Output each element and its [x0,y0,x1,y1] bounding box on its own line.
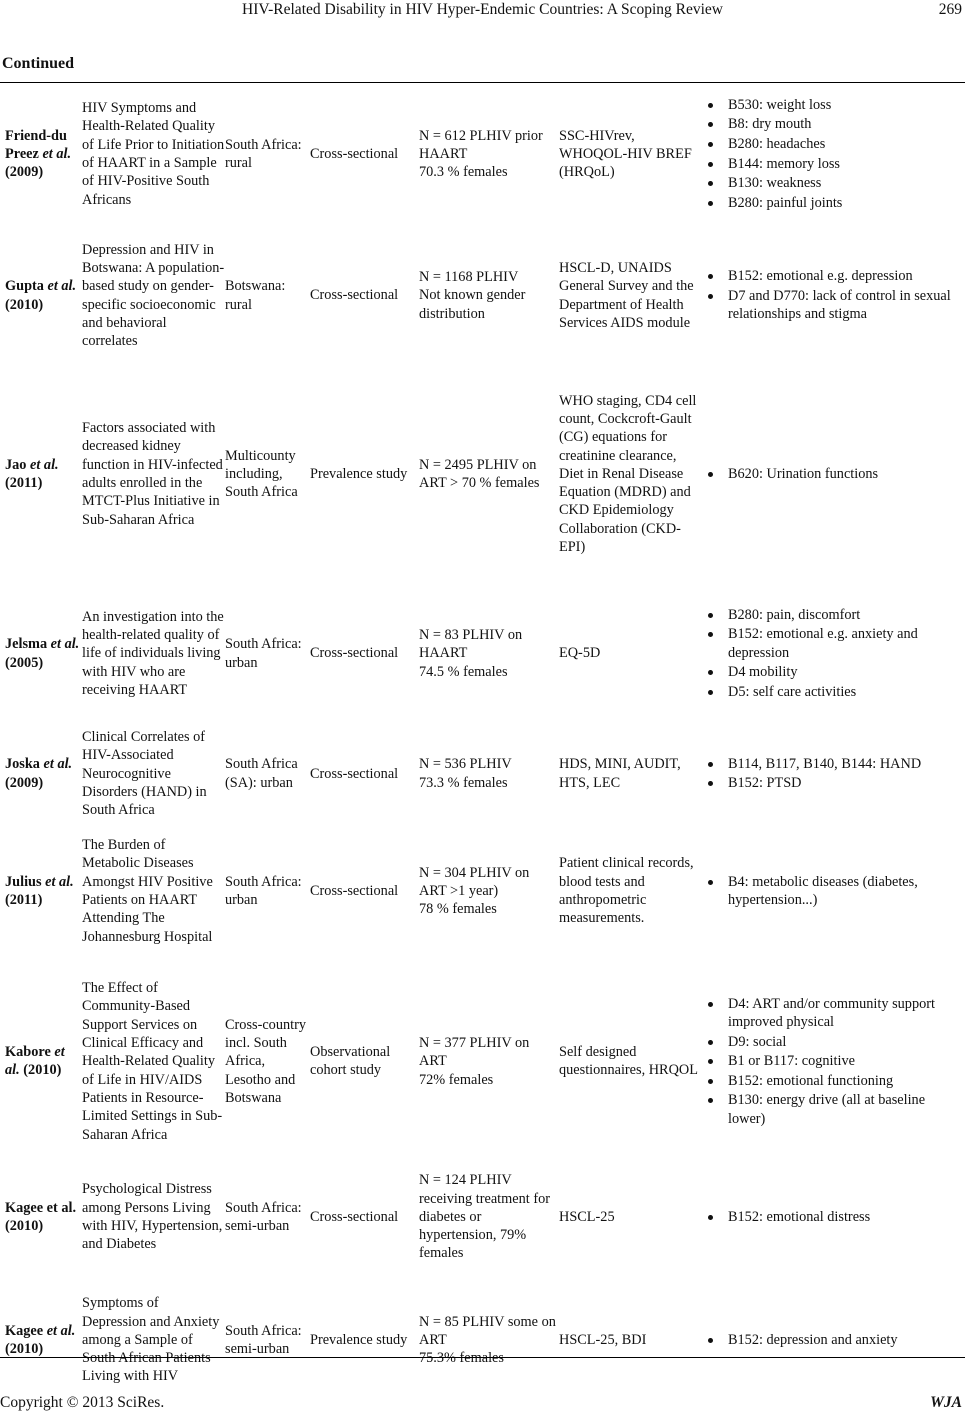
study-year: (2009) [5,164,44,181]
study-sample: N = 612 PLHIV prior HAART 70.3 % females [419,127,543,181]
study-author: Kagee et al. [5,1199,77,1216]
study-measures: EQ-5D [559,645,601,662]
study-etal: et al. [5,1044,65,1079]
icf-code-item: D9: social [701,1033,965,1051]
study-setting: South Africa: semi-urban [225,1199,302,1234]
study-setting: Cross-country incl. South Africa, Lesotho and Botswana [225,1016,307,1106]
icf-code-item: B152: emotional distress [701,1208,965,1226]
icf-code-list [701,267,965,323]
study-design: Prevalence study [310,465,408,482]
table-row [0,821,965,960]
study-icf-codes [701,726,965,821]
table-row [0,581,965,726]
icf-code-item: B152: emotional functioning [701,1072,965,1090]
icf-code-item: B280: painful joints [701,194,965,212]
study-measures: SSC-HIVrev, WHOQOL-HIV BREF (HRQoL) [559,127,692,181]
icf-code-item: B620: Urination functions [701,465,965,483]
table-row [0,84,965,224]
icf-code-item: D4: ART and/or community support improved physical [701,995,965,1032]
study-design: Observational cohort study [310,1044,391,1079]
study-year: (2010) [5,1340,44,1357]
page-number: 269 [938,1,962,18]
study-design: Prevalence study [310,1331,408,1348]
study-citation [0,581,82,726]
study-etal: et al. [46,1322,76,1339]
study-author: Gupta [5,278,44,295]
icf-code-list [701,1208,965,1226]
study-etal: et al. [30,456,59,473]
icf-code-item: D5: self care activities [701,683,965,701]
study-icf-codes [701,960,965,1162]
study-citation [0,84,82,224]
study-year: (2005) [5,654,44,671]
study-author: Kagee [5,1322,44,1339]
table-row [0,726,965,821]
table-bottom-rule [0,1357,965,1358]
icf-code-list [701,995,965,1128]
icf-code-item: B152: depression and anxiety [701,1331,965,1349]
icf-code-item: B280: headaches [701,135,965,153]
study-sample: N = 124 PLHIV receiving treatment for diabetes or hypertension, 79% females [419,1172,550,1262]
study-setting: Multicounty including, South Africa [225,447,298,501]
icf-code-list [701,1331,965,1349]
icf-code-item: B8: dry mouth [701,115,965,133]
icf-code-item: B114, B117, B140, B144: HAND [701,755,965,773]
icf-code-item: B152: emotional e.g. anxiety and depression [701,625,965,662]
icf-code-item: B152: emotional e.g. depression [701,267,965,285]
icf-code-list [701,606,965,701]
table-row [0,224,965,367]
study-icf-codes [701,581,965,726]
study-year: (2011) [5,891,43,908]
table-top-rule [0,82,965,83]
icf-code-item: B280: pain, discomfort [701,606,965,624]
study-setting: Botswana: rural [225,278,286,313]
study-title: An investigation into the health-related quality of life of individuals living with HIV who are receiving HAART [82,608,224,698]
study-etal: et al. [43,756,73,773]
study-sample: N = 377 PLHIV on ART 72% females [419,1035,530,1088]
table-row [0,367,965,581]
study-etal: et al. [45,873,74,890]
study-measures: HSCL-25 [559,1208,615,1225]
study-setting: South Africa: urban [225,873,302,908]
journal-abbrev: WJA [930,1394,962,1411]
study-measures: Self designed questionnaires, HRQOL [559,1044,698,1079]
study-author: Friend-du Preez [5,127,67,162]
study-icf-codes [701,1162,965,1271]
study-icf-codes [701,821,965,960]
study-setting: South Africa: urban [225,636,302,671]
study-design: Cross-sectional [310,287,399,304]
study-title: Clinical Correlates of HIV-Associated Neurocognitive Disorders (HAND) in South Africa [82,729,207,819]
study-title: Psychological Distress among Persons Living with HIV, Hypertension, and Diabetes [82,1181,223,1253]
icf-code-list [701,96,965,212]
study-icf-codes [701,367,965,581]
icf-code-item: B530: weight loss [701,96,965,114]
study-design: Cross-sectional [310,1208,399,1225]
study-icf-codes [701,1271,965,1408]
study-measures: HDS, MINI, AUDIT, HTS, LEC [559,756,681,791]
study-measures: Patient clinical records, blood tests and anthropometric measurements. [559,855,694,927]
study-title: HIV Symptoms and Health-Related Quality of Life Prior to Initiation of HAART in a Sample of HIV-Positive South Africans [82,100,225,208]
study-title: Symptoms of Depression and Anxiety among a Sample of South African Patients Living with HIV [82,1295,220,1385]
study-citation [0,367,82,581]
icf-code-item: B152: PTSD [701,774,965,792]
study-year: (2011) [5,475,43,491]
running-title: HIV-Related Disability in HIV Hyper-Endemic Countries: A Scoping Review [242,1,723,18]
table-row [0,960,965,1162]
study-title: The Burden of Metabolic Diseases Amongst HIV Positive Patients on HAART Attending The Johannesburg Hospital [82,837,213,945]
study-title: Depression and HIV in Botswana: A population-based study on gender-specific socioeconomic and behavioral correlates [82,241,225,350]
study-design: Cross-sectional [310,765,399,782]
study-icf-codes [701,84,965,224]
study-sample: N = 85 PLHIV some on ART 75.3% females [419,1313,556,1367]
study-citation [0,821,82,960]
study-title: Factors associated with decreased kidney function in HIV-infected adults enrolled in the MTCT-Plus Initiative in Sub-Saharan Africa [82,420,223,528]
study-sample: N = 536 PLHIV 73.3 % females [419,756,512,791]
study-author: Julius [5,873,42,890]
study-citation [0,224,82,367]
study-etal: et al. [47,278,77,295]
icf-code-item: B1 or B117: cognitive [701,1052,965,1070]
icf-code-item: D4 mobility [701,663,965,681]
study-design: Cross-sectional [310,882,399,899]
icf-code-list [701,755,965,793]
icf-code-list [701,873,965,910]
study-setting: South Africa: semi-urban [225,1322,302,1357]
continued-label: Continued [2,55,75,72]
study-citation [0,960,82,1162]
study-sample: N = 304 PLHIV on ART >1 year) 78 % females [419,864,530,918]
study-citation [0,726,82,821]
study-citation [0,1162,82,1271]
study-sample: N = 2495 PLHIV on ART > 70 % females [419,456,540,491]
study-title: The Effect of Community-Based Support Services on Clinical Efficacy and Health-Related Quality of Life in HIV/AIDS Patients in Resource-Limited Settings in Sub-Saharan Africa [82,980,223,1143]
study-etal: et al. [42,145,72,162]
study-author: Joska [5,756,40,773]
study-author: Jao [5,456,27,473]
table-row [0,1271,965,1408]
icf-code-item: D7 and D770: lack of control in sexual relationships and stigma [701,287,965,324]
study-measures: HSCL-D, UNAIDS General Survey and the Department of Health Services AIDS module [559,259,694,331]
table-row [0,1162,965,1271]
study-citation [0,1271,82,1408]
icf-code-item: B130: weakness [701,174,965,192]
icf-code-list [701,465,965,483]
studies-table [0,84,965,1408]
icf-code-item: B130: energy drive (all at baseline lower) [701,1091,965,1128]
study-design: Cross-sectional [310,145,399,162]
icf-code-item: B4: metabolic diseases (diabetes, hypertension...) [701,873,965,910]
study-design: Cross-sectional [310,645,399,662]
study-sample: N = 83 PLHIV on HAART 74.5 % females [419,627,523,680]
study-setting: South Africa: rural [225,136,302,171]
study-measures: HSCL-25, BDI [559,1331,647,1348]
copyright: Copyright © 2013 SciRes. [0,1394,165,1411]
study-icf-codes [701,224,965,367]
study-year: (2010) [5,1217,44,1234]
study-author: Jelsma [5,636,48,653]
study-measures: WHO staging, CD4 cell count, Cockcroft-Gault (CG) equations for creatinine clearance, Diet in Renal Disease Equation (MDRD) and CKD Epidemiology Collaboration (CKD-EPI) [559,392,697,556]
study-year: (2010) [23,1062,62,1079]
study-year: (2009) [5,774,44,791]
study-author: Kabore [5,1044,51,1061]
study-setting: South Africa (SA): urban [225,756,298,791]
study-sample: N = 1168 PLHIV Not known gender distribution [419,269,526,322]
study-year: (2010) [5,296,44,313]
running-head [0,0,965,22]
study-etal: et al. [50,636,80,653]
icf-code-item: B144: memory loss [701,155,965,173]
